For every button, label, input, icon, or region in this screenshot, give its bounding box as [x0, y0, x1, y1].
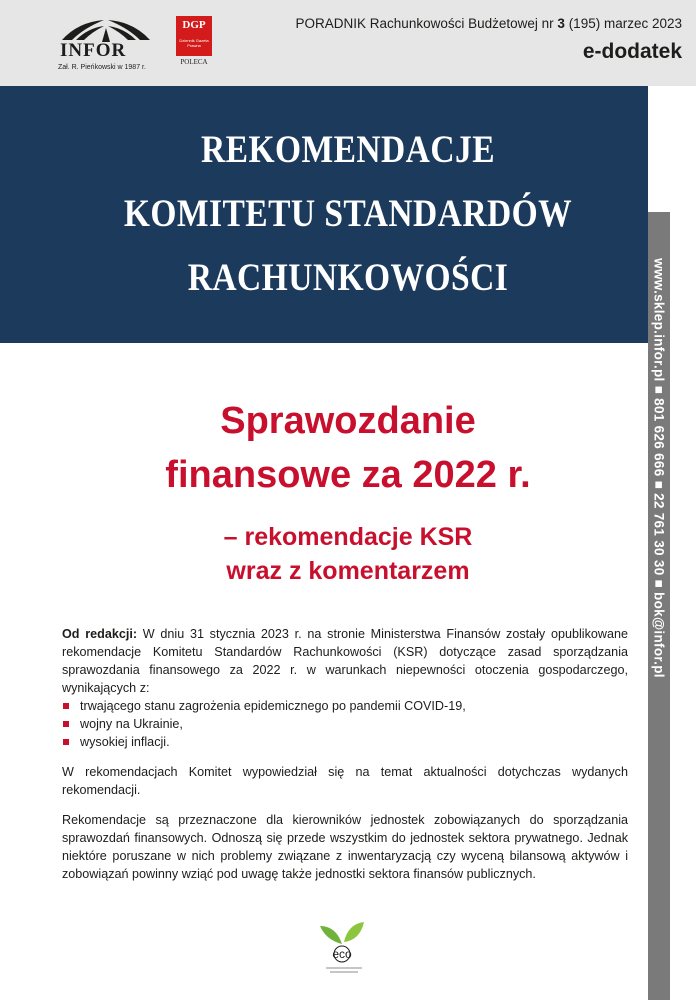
lead-label: Od redakcji:	[62, 627, 138, 641]
top-bar	[0, 0, 696, 86]
publication-suffix: (195) marzec 2023	[568, 16, 682, 31]
dgp-logo-subtext: Dziennik Gazeta Prawna	[179, 38, 209, 48]
secondary-subtitle-line: – rekomendacje KSR	[223, 523, 473, 551]
lead-paragraph	[62, 625, 628, 697]
lead-text: W dniu 31 stycznia 2023 r. na stronie Ministerstwa Finansów zostały opublikowane rekomendacje Komitetu Standardów Rachunkowości (KSR) dotyczące zasad sporządzania sprawozdania finansowego za 2022 r. w warunkach niepewności otoczenia gospodarczego, wynikających z:	[62, 627, 628, 695]
secondary-subtitle	[0, 520, 696, 588]
infor-wings-icon	[58, 18, 154, 42]
infor-logo	[58, 18, 158, 71]
banner-title-line: RACHUNKOWOŚCI	[187, 256, 509, 299]
leaf-icon	[312, 918, 376, 976]
edition-label: e-dodatek	[582, 40, 682, 63]
banner-title-line: REKOMENDACJE	[201, 128, 495, 171]
list-item	[62, 715, 628, 733]
banner-title-line: KOMITETU STANDARDÓW	[123, 192, 573, 235]
banner-title	[49, 118, 648, 310]
list-item-text: trwającego stanu zagrożenia epidemicznego po pandemii COVID-19,	[80, 699, 466, 713]
dgp-logo-box	[176, 16, 212, 56]
eco-badge	[312, 918, 376, 976]
list-item-text: wysokiej inflacji.	[80, 735, 170, 749]
list-item	[62, 733, 628, 751]
paragraph: Rekomendacje są przeznaczone dla kierowników jednostek zobowiązanych do sporządzania sprawozdań finansowych. Odnoszą się przede wszystkim do jednostek sektora prywatnego. Jednak niektóre poruszane w nich problemy związane z inwentaryzacją czy wyceną bilansową aktywów i zobowiązań powinny wziąć pod uwagę także jednostki sektora finansów publicznych.	[62, 813, 628, 881]
list-item-text: wojny na Ukrainie,	[80, 717, 183, 731]
editorial-body	[62, 625, 628, 883]
main-subtitle-line: finansowe za 2022 r.	[165, 454, 531, 496]
publication-line	[296, 16, 682, 31]
list-item	[62, 697, 628, 715]
eco-label: eco	[332, 947, 352, 961]
square-bullet-icon	[63, 703, 69, 709]
issue-number: 3	[557, 16, 565, 31]
bullet-list	[62, 697, 628, 751]
dgp-logo	[176, 16, 212, 68]
main-subtitle-line: Sprawozdanie	[220, 400, 476, 442]
publication-prefix: PORADNIK Rachunkowości Budżetowej nr	[295, 16, 554, 31]
infor-tagline: Zał. R. Pieńkowski w 1987 r.	[58, 64, 146, 71]
main-subtitle	[0, 394, 696, 502]
dgp-logo-text: DGP	[182, 19, 206, 31]
contact-side-text: www.sklep.infor.pl ■ 801 626 666 ■ 22 761 30 30 ■ bok@infor.pl	[651, 258, 667, 678]
infor-logo-text: INFOR	[60, 40, 127, 61]
title-banner	[0, 86, 648, 343]
dgp-poleca-label: POLECA	[180, 58, 208, 66]
square-bullet-icon	[63, 739, 69, 745]
square-bullet-icon	[63, 721, 69, 727]
paragraph: W rekomendacjach Komitet wypowiedział się na temat aktualności dotychczas wydanych rekomendacji.	[62, 765, 628, 797]
secondary-subtitle-line: wraz z komentarzem	[226, 557, 470, 585]
